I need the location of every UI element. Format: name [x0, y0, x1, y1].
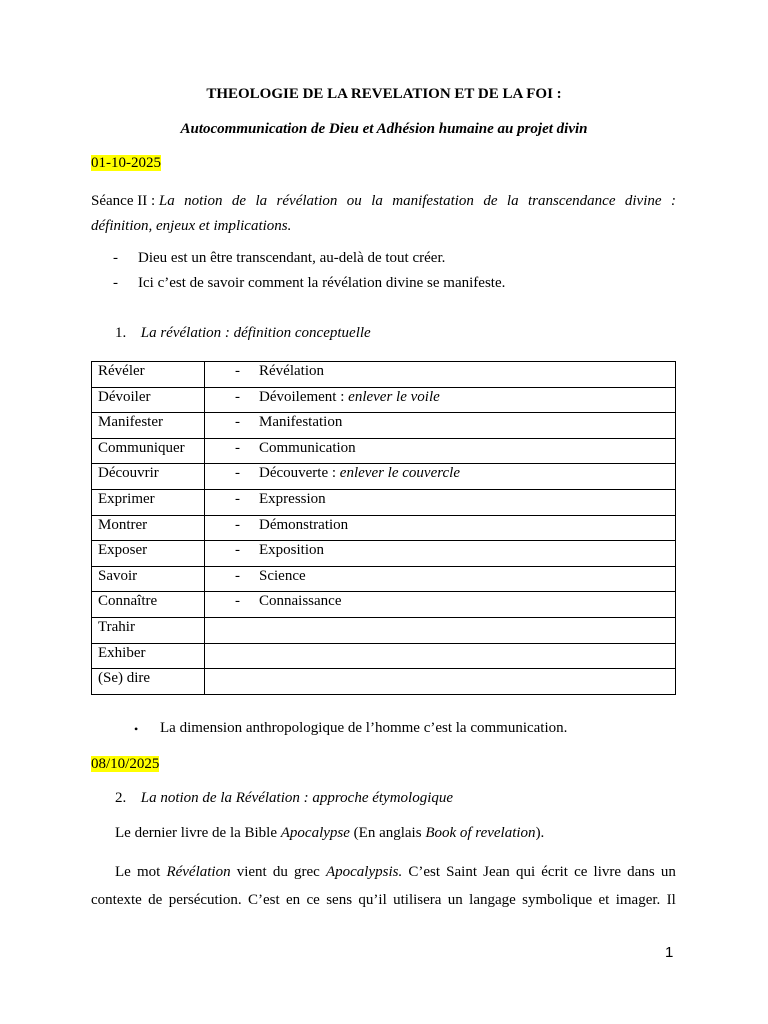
- paragraph-word: qui: [515, 864, 536, 880]
- noun-cell: [205, 413, 676, 439]
- dash-bullet: -: [235, 567, 240, 584]
- paragraph-word: langage: [469, 892, 516, 908]
- intro-prefix: Séance II :: [91, 193, 159, 209]
- paragraph-word: un: [447, 892, 463, 908]
- verb-cell: Savoir: [92, 566, 205, 592]
- paragraph-word: persécution.: [168, 892, 242, 908]
- paragraph-word: Révélation: [166, 864, 231, 880]
- session-intro-line2: définition, enjeux et implications.: [91, 218, 292, 234]
- dash-bullet: -: [235, 465, 240, 482]
- noun-text: Expression: [259, 490, 326, 507]
- dash-bullet: -: [235, 388, 240, 405]
- noun-cell: [205, 362, 676, 388]
- paragraph-word: contexte: [91, 892, 142, 908]
- paragraph-word: ce: [306, 892, 320, 908]
- intro-word: de: [483, 193, 498, 209]
- dash-bullet: -: [235, 439, 240, 456]
- page-number: 1: [665, 944, 674, 961]
- document-title: THEOLOGIE DE LA REVELATION ET DE LA FOI :: [206, 86, 562, 102]
- paragraph-text: (En anglais: [349, 825, 426, 841]
- noun-cell: [205, 643, 676, 669]
- paragraph-1: [115, 825, 544, 842]
- verb-cell: Découvrir: [92, 464, 205, 490]
- paragraph-word: Saint: [446, 864, 478, 880]
- dash-bullet: -: [235, 490, 240, 507]
- table-row: [92, 515, 676, 541]
- intro-word: divine: [624, 193, 662, 209]
- paragraph-emphasis: Book of revelation: [425, 825, 536, 841]
- document-subtitle: Autocommunication de Dieu et Adhésion humaine au projet divin: [180, 121, 588, 137]
- paragraph-word: du: [272, 864, 288, 880]
- noun-text: Révélation: [259, 363, 324, 379]
- noun-text: Dévoilement :: [259, 388, 349, 405]
- noun-note: enlever le voile: [348, 388, 440, 405]
- intro-word: ou: [346, 193, 362, 209]
- paragraph-word: symbolique: [522, 892, 593, 908]
- paragraph-word: imager.: [615, 892, 661, 908]
- paragraph-word: Le: [115, 864, 131, 880]
- section-title: La révélation : définition conceptuelle: [140, 325, 371, 341]
- noun-cell: [205, 541, 676, 567]
- dash-bullet: -: [113, 250, 118, 266]
- noun-text: Science: [259, 567, 306, 584]
- definitions-table: [91, 361, 676, 695]
- table-row: [92, 438, 676, 464]
- intro-word: la: [255, 193, 268, 209]
- table-row: [92, 464, 676, 490]
- session-intro: [91, 189, 676, 239]
- noun-text: Communication: [259, 439, 356, 456]
- verb-cell: Exhiber: [92, 643, 205, 669]
- section-title: La notion de la Révélation : approche étymologique: [140, 790, 454, 806]
- paragraph-word: en: [285, 892, 301, 908]
- noun-cell: [205, 669, 676, 695]
- list-item: [113, 250, 445, 267]
- verb-cell: Exprimer: [92, 489, 205, 515]
- noun-cell: [205, 566, 676, 592]
- session-date-1-text: 01-10-2025: [91, 155, 161, 171]
- paragraph-word: sens: [326, 892, 353, 908]
- noun-note: enlever le couvercle: [339, 465, 460, 482]
- noun-text: Découverte :: [259, 465, 340, 482]
- list-item: [113, 275, 505, 292]
- verb-cell: Exposer: [92, 541, 205, 567]
- noun-cell: [205, 489, 676, 515]
- table-row: [92, 669, 676, 695]
- intro-word: notion: [184, 193, 223, 209]
- noun-cell: [205, 387, 676, 413]
- list-item-text: Dieu est un être transcendant, au-delà de tout créer.: [138, 250, 446, 266]
- intro-word: la: [506, 193, 519, 209]
- bullet-dot: •: [134, 722, 139, 736]
- definitions-table-body: [92, 362, 676, 695]
- table-row: [92, 413, 676, 439]
- paragraph-text: ).: [535, 825, 545, 841]
- noun-text: Démonstration: [259, 516, 349, 533]
- dash-bullet: -: [235, 363, 240, 379]
- intro-word: transcendance: [528, 193, 616, 209]
- paragraph-2-line1: [91, 858, 676, 886]
- paragraph-word: Jean: [483, 864, 510, 880]
- verb-cell: Dévoiler: [92, 387, 205, 413]
- noun-text: Manifestation: [259, 414, 343, 431]
- paragraph-word: C’est: [247, 892, 280, 908]
- list-item-text: Ici c’est de savoir comment la révélation divine se manifeste.: [138, 275, 506, 291]
- paragraph-word: dans: [627, 864, 655, 880]
- paragraph-word: et: [598, 892, 610, 908]
- section-number: 1.: [115, 325, 127, 341]
- dash-bullet: -: [235, 542, 240, 559]
- intro-word: révélation: [276, 193, 338, 209]
- table-row: [92, 362, 676, 388]
- intro-word: manifestation: [392, 193, 474, 209]
- dash-bullet: -: [113, 275, 118, 291]
- section-heading-1: [115, 325, 371, 342]
- verb-cell: Connaître: [92, 592, 205, 618]
- paragraph-word: utilisera: [393, 892, 442, 908]
- table-row: [92, 387, 676, 413]
- section-heading-2: [115, 790, 453, 807]
- paragraph-text: Le dernier livre de la Bible: [115, 825, 281, 841]
- paragraph-2: [91, 858, 676, 914]
- paragraph-emphasis: Apocalypse: [280, 825, 350, 841]
- paragraph-word: un: [660, 864, 676, 880]
- noun-cell: [205, 515, 676, 541]
- paragraph-word: de: [148, 892, 163, 908]
- paragraph-word: Apocalypsis.: [325, 864, 403, 880]
- section-number: 2.: [115, 790, 127, 806]
- intro-word: :: [670, 193, 676, 209]
- paragraph-word: grec: [294, 864, 320, 880]
- table-row: [92, 541, 676, 567]
- session-date-2: [91, 756, 159, 773]
- paragraph-word: C’est: [408, 864, 441, 880]
- paragraph-2-line2: [91, 886, 676, 914]
- dash-bullet: -: [235, 414, 240, 431]
- paragraph-word: Il: [666, 892, 676, 908]
- noun-text: Exposition: [259, 542, 325, 559]
- verb-cell: Révéler: [92, 362, 205, 388]
- intro-first-word: [91, 189, 175, 214]
- session-date-2-text: 08/10/2025: [91, 756, 160, 772]
- list-item: [134, 720, 567, 739]
- dash-bullet: -: [235, 593, 240, 610]
- noun-text: Connaissance: [259, 593, 342, 610]
- noun-cell: [205, 464, 676, 490]
- paragraph-word: écrit: [541, 864, 568, 880]
- table-row: [92, 489, 676, 515]
- noun-cell: [205, 592, 676, 618]
- intro-word: La: [158, 193, 175, 209]
- verb-cell: Communiquer: [92, 438, 205, 464]
- paragraph-word: qu’il: [358, 892, 387, 908]
- table-row: [92, 566, 676, 592]
- session-date-1: [91, 155, 161, 172]
- list-item-text: La dimension anthropologique de l’homme c’est la communication.: [160, 720, 568, 736]
- noun-cell: [205, 438, 676, 464]
- intro-word: de: [231, 193, 247, 209]
- paragraph-word: vient: [236, 864, 267, 880]
- noun-cell: [205, 617, 676, 643]
- dash-bullet: -: [235, 516, 240, 533]
- table-row: [92, 592, 676, 618]
- table-row: [92, 643, 676, 669]
- paragraph-word: ce: [574, 864, 588, 880]
- verb-cell: Trahir: [92, 617, 205, 643]
- paragraph-word: mot: [136, 864, 161, 880]
- session-intro-line1: [91, 189, 676, 214]
- paragraph-word: livre: [593, 864, 622, 880]
- verb-cell: Manifester: [92, 413, 205, 439]
- table-row: [92, 617, 676, 643]
- verb-cell: Montrer: [92, 515, 205, 541]
- verb-cell: (Se) dire: [92, 669, 205, 695]
- intro-word: la: [371, 193, 383, 209]
